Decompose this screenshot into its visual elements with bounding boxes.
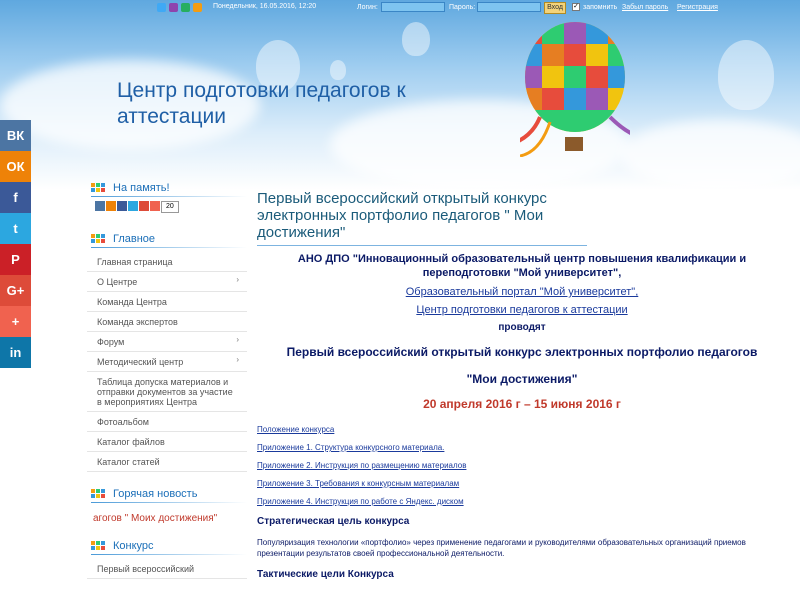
rss-icon[interactable] [193, 3, 202, 12]
plus-icon: + [11, 314, 20, 329]
doc-link-appendix-2[interactable]: Приложение 2. Инструкция по размещению материалов [257, 461, 467, 470]
menu-item-label: Каталог статей [97, 457, 160, 467]
remember-label: запомнить [583, 4, 618, 11]
divider [91, 502, 247, 503]
home-icon[interactable] [157, 3, 166, 12]
doc-link-regulations[interactable]: Положение конкурса [257, 425, 335, 434]
block-title-text: Горячая новость [113, 488, 198, 500]
menu-item-label: Команда экспертов [97, 317, 178, 327]
strategic-goal-heading: Стратегическая цель конкурса [257, 516, 410, 527]
portal-link[interactable]: Образовательный портал "Мой университет", [405, 286, 639, 298]
vk-share-button[interactable] [0, 120, 31, 151]
menu-item-files[interactable] [87, 432, 247, 452]
block-title-text: На память! [113, 182, 170, 194]
hot-air-balloon-image [520, 22, 630, 157]
check-icon[interactable] [169, 3, 178, 12]
block-title-hot-news [87, 486, 247, 502]
remember-checkbox[interactable]: ✓ [573, 3, 579, 10]
menu-item-label: Форум [97, 337, 125, 347]
organizer-text: АНО ДПО "Инновационный образовательный центр повышения квалификации и переподготовки "Мой университет", [297, 253, 747, 279]
squares-icon [91, 183, 107, 193]
googleplus-icon[interactable] [139, 201, 149, 211]
facebook-icon[interactable] [117, 201, 127, 211]
plus-icon[interactable] [150, 201, 160, 211]
menu-item-label: Первый всероссийский [97, 564, 195, 574]
chevron-right-icon: › [236, 335, 239, 344]
facebook-icon: f [13, 190, 18, 205]
doc-link-appendix-4[interactable]: Приложение 4. Инструкция по работе с Яндекс. диском [257, 497, 464, 506]
menu-item-label: Фотоальбом [97, 417, 149, 427]
strategic-goal-text: Популяризация технологии «портфолио» через применение педагогами и руководителями образовательных организаций приемов презентации результатов своей профессиональной деятельности. [257, 538, 746, 558]
block-title-text: Конкурс [113, 540, 154, 552]
twitter-share-button[interactable] [0, 213, 31, 244]
menu-item-label: Каталог файлов [97, 437, 165, 447]
left-sidebar [87, 180, 247, 579]
refresh-icon[interactable] [181, 3, 190, 12]
main-content [257, 190, 787, 580]
menu-item-admission-table[interactable] [87, 372, 247, 412]
divider [91, 554, 247, 555]
password-input[interactable] [477, 2, 541, 12]
menu-item-label: Команда Центра [97, 297, 167, 307]
chevron-right-icon: › [236, 355, 239, 364]
social-share-sidebar [0, 120, 31, 368]
twitter-icon[interactable] [128, 201, 138, 211]
squares-icon [91, 541, 107, 551]
googleplus-share-button[interactable] [0, 275, 31, 306]
tactical-goals-heading: Тактические цели Конкурса [257, 569, 394, 580]
odnoklassniki-icon[interactable] [106, 201, 116, 211]
menu-item-articles[interactable] [87, 452, 247, 472]
main-menu [87, 252, 247, 472]
header-banner [0, 0, 800, 190]
squares-icon [91, 489, 107, 499]
center-link[interactable]: Центр подготовки педагогов к аттестации [416, 304, 628, 316]
forgot-password-link[interactable]: Забыл пароль [622, 4, 669, 11]
login-label: Логин: [357, 4, 378, 11]
facebook-share-button[interactable] [0, 182, 31, 213]
page-title: Первый всероссийский открытый конкурс электронных портфолио педагогов " Мои достижения" [257, 190, 587, 246]
linkedin-share-button[interactable] [0, 337, 31, 368]
hot-news-ticker[interactable]: агогов " Моих достижения" [93, 513, 218, 524]
menu-item-contest[interactable] [87, 559, 247, 579]
top-bar [0, 0, 800, 16]
divider [91, 247, 247, 248]
block-title-contest [87, 538, 247, 554]
register-link[interactable]: Регистрация [677, 4, 718, 11]
ok-share-button[interactable] [0, 151, 31, 182]
more-share-button[interactable] [0, 306, 31, 337]
contest-headline: Первый всероссийский открытый конкурс электронных портфолио педагогов [286, 345, 758, 359]
contest-subtitle: "Мои достижения" [466, 372, 578, 386]
doc-link-appendix-1[interactable]: Приложение 1. Структура конкурсного материала. [257, 443, 445, 452]
menu-item-methodical[interactable] [87, 352, 247, 372]
twitter-icon: t [13, 221, 18, 236]
pinterest-icon: P [11, 252, 20, 267]
share-count: 20 [161, 201, 179, 213]
menu-item-label: Главная страница [97, 257, 173, 267]
password-label: Пароль: [449, 4, 476, 11]
block-title-main [87, 231, 247, 247]
conduct-text: проводят [498, 322, 546, 333]
menu-item-forum[interactable] [87, 332, 247, 352]
menu-item-home[interactable] [87, 252, 247, 272]
menu-item-label: О Центре [97, 277, 138, 287]
contest-menu [87, 559, 247, 579]
contest-dates: 20 апреля 2016 г – 15 июня 2016 г [423, 397, 621, 411]
vk-icon: ВК [6, 128, 25, 143]
site-title[interactable]: Центр подготовки педагогов к аттестации [117, 79, 406, 128]
share-buttons-row [95, 201, 247, 213]
menu-item-team[interactable] [87, 292, 247, 312]
login-input[interactable] [381, 2, 445, 12]
vk-icon[interactable] [95, 201, 105, 211]
linkedin-icon: in [9, 345, 22, 360]
menu-item-photoalbum[interactable] [87, 412, 247, 432]
pinterest-share-button[interactable] [0, 244, 31, 275]
googleplus-icon: G+ [6, 283, 25, 298]
block-title-text: Главное [113, 233, 156, 245]
odnoklassniki-icon: ОК [6, 159, 25, 174]
doc-link-appendix-3[interactable]: Приложение 3. Требования к конкурсным материалам [257, 479, 460, 488]
squares-icon [91, 234, 107, 244]
divider [91, 196, 247, 197]
menu-item-experts[interactable] [87, 312, 247, 332]
menu-item-label: Методический центр [97, 357, 184, 367]
menu-item-label: Таблица допуска материалов и отправки документов за участие в мероприятиях Центра [97, 377, 233, 407]
current-date: Понедельник, 16.05.2016, 12:20 [213, 3, 317, 10]
chevron-right-icon: › [236, 275, 239, 284]
login-button[interactable]: Вход [544, 2, 566, 14]
block-title-remember [87, 180, 247, 196]
menu-item-about[interactable] [87, 272, 247, 292]
